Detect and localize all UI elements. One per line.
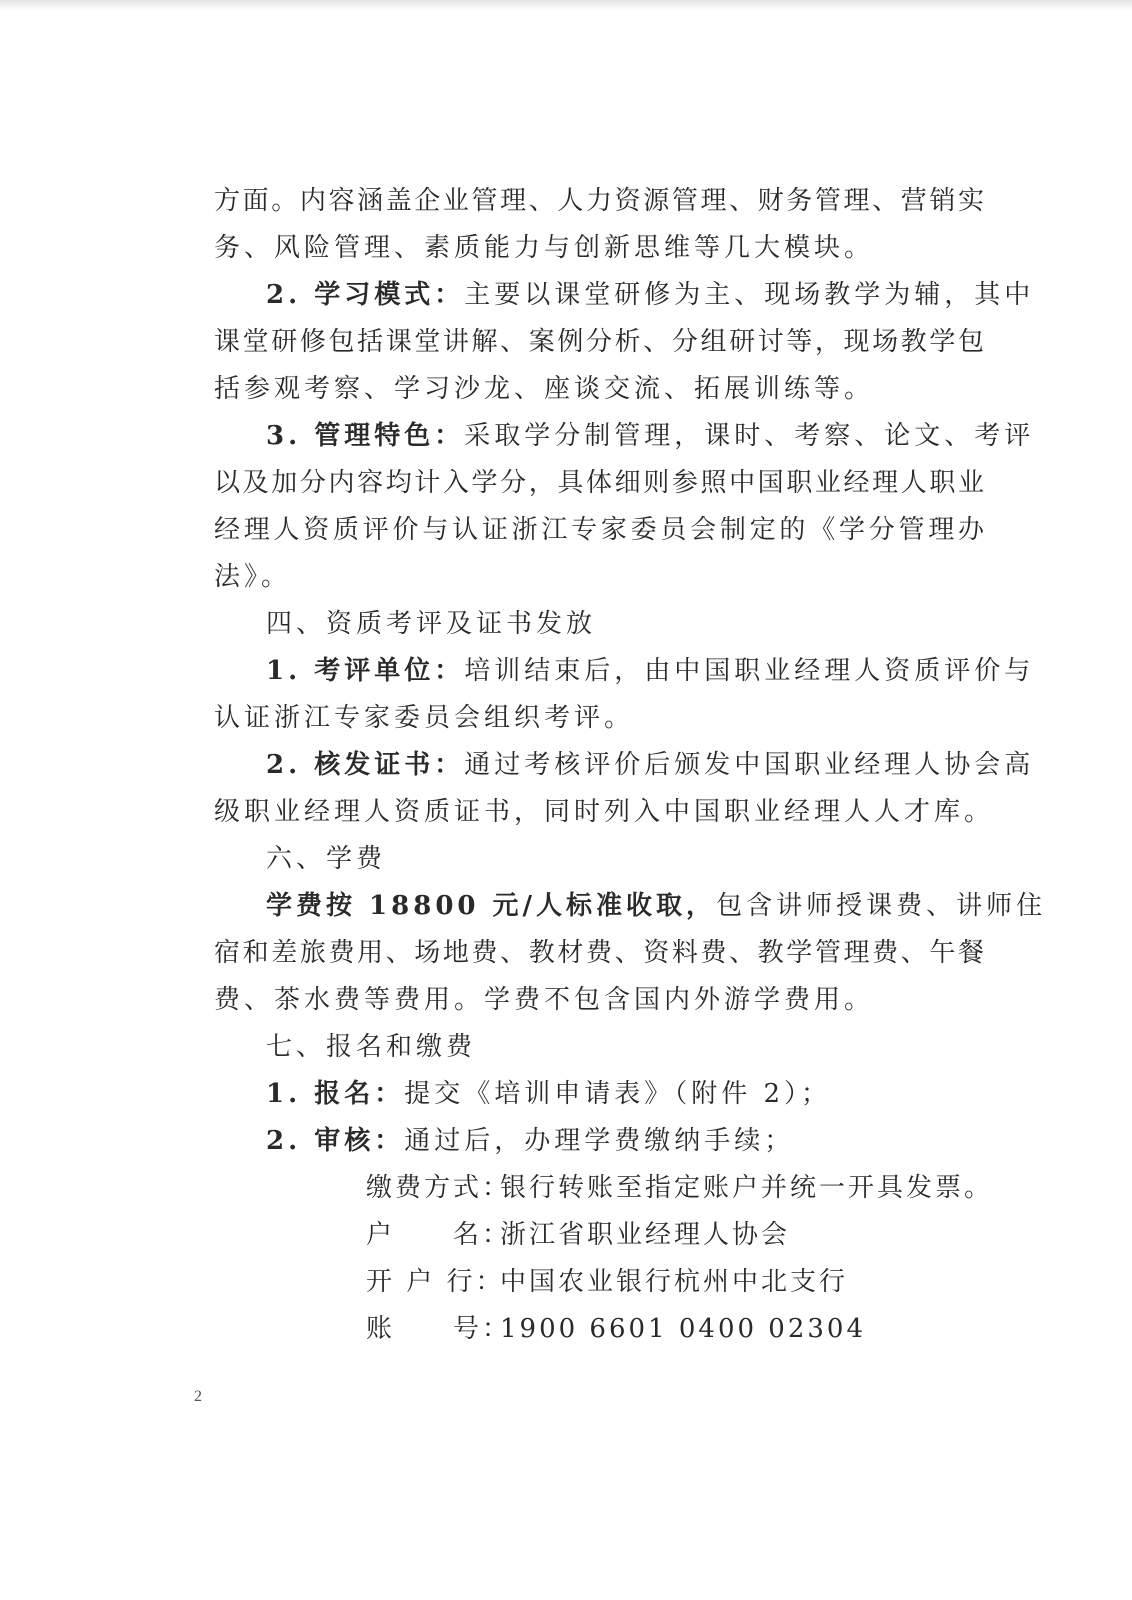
- management-feature-line: [214, 413, 1035, 460]
- paragraph-line: 括参观考察、学习沙龙、座谈交流、拓展训练等。: [214, 374, 875, 404]
- account-name-label: 户 名：: [366, 1220, 512, 1250]
- learning-mode-text: 主要以课堂研修为主、现场教学为辅，其中: [464, 280, 1035, 310]
- certificate-text: 通过考核评价后颁发中国职业经理人协会高: [464, 750, 1035, 780]
- section-heading-7: 七、报名和缴费: [266, 1032, 477, 1062]
- account-name-value: 浙江省职业经理人协会: [500, 1220, 791, 1250]
- account-number-label: 账 号：: [366, 1314, 512, 1344]
- evaluation-unit-line: [214, 648, 1035, 695]
- section-heading-4: 四、资质考评及证书发放: [266, 609, 597, 639]
- paragraph-line: 方面。内容涵盖企业管理、人力资源管理、财务管理、营销实: [214, 186, 984, 216]
- bank-label: 开 户 行：: [366, 1267, 505, 1297]
- account-number-line: [214, 1306, 984, 1353]
- evaluation-unit-text: 培训结束后，由中国职业经理人资质评价与: [464, 656, 1035, 686]
- paragraph-line: 费、茶水费等费用。学费不包含国内外游学费用。: [214, 985, 875, 1015]
- page-number: 2: [194, 1388, 202, 1405]
- review-label: 2. 审核：: [266, 1126, 405, 1156]
- paragraph-line: 务、风险管理、素质能力与创新思维等几大模块。: [214, 233, 875, 263]
- paragraph-line: 宿和差旅费用、场地费、教材费、资料费、教学管理费、午餐: [214, 938, 984, 968]
- account-name-line: [214, 1212, 984, 1259]
- paragraph-line: 课堂研修包括课堂讲解、案例分析、分组研讨等，现场教学包: [214, 327, 984, 357]
- bank-value: 中国农业银行杭州中北支行: [500, 1267, 849, 1297]
- paragraph-line: 级职业经理人资质证书，同时列入中国职业经理人人才库。: [214, 797, 995, 827]
- section-heading-6: 六、学费: [266, 844, 387, 874]
- paragraph-line: 经理人资质评价与认证浙江专家委员会制定的《学分管理办: [214, 515, 984, 545]
- account-number-value: 1900 6601 0400 02304: [500, 1314, 867, 1344]
- tuition-text: 包含讲师授课费、讲师住: [716, 891, 1047, 921]
- registration-text: 提交《培训申请表》（附件 2）；: [404, 1079, 832, 1109]
- tuition-line: [214, 883, 1047, 930]
- document-body: [214, 178, 1047, 1353]
- management-feature-text: 采取学分制管理，课时、考察、论文、考评: [464, 421, 1035, 451]
- payment-method-label: 缴费方式：: [366, 1173, 512, 1203]
- review-line: [214, 1118, 984, 1165]
- payment-method-value: 银行转账至指定账户并统一开具发票。: [500, 1173, 994, 1203]
- learning-mode-label: 2. 学习模式：: [266, 280, 465, 310]
- learning-mode-line: [214, 272, 1035, 319]
- management-feature-label: 3. 管理特色：: [266, 421, 465, 451]
- scan-edge: [0, 0, 1132, 10]
- tuition-label: 学费按 18800 元/人标准收取，: [266, 891, 717, 921]
- paragraph-line: 认证浙江专家委员会组织考评。: [214, 703, 635, 733]
- certificate-line: [214, 742, 1035, 789]
- review-text: 通过后，办理学费缴纳手续；: [404, 1126, 795, 1156]
- registration-label: 1. 报名：: [266, 1079, 405, 1109]
- paragraph-line: 法》。: [214, 562, 292, 592]
- bank-line: [214, 1259, 984, 1306]
- certificate-label: 2. 核发证书：: [266, 750, 465, 780]
- payment-method-line: [214, 1165, 994, 1212]
- registration-line: [214, 1071, 984, 1118]
- paragraph-line: 以及加分内容均计入学分，具体细则参照中国职业经理人职业: [214, 468, 984, 498]
- evaluation-unit-label: 1. 考评单位：: [266, 656, 465, 686]
